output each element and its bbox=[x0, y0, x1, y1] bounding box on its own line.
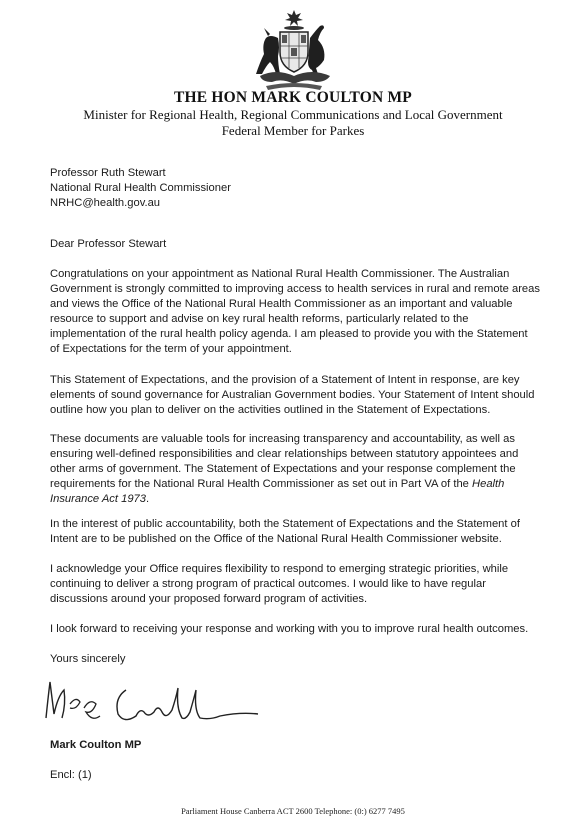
recipient-name: Professor Ruth Stewart bbox=[50, 167, 166, 179]
coat-of-arms-crest bbox=[246, 8, 342, 92]
letterhead-member: Federal Member for Parkes bbox=[221, 123, 365, 138]
paragraph-transparency bbox=[50, 432, 540, 507]
paragraph-flexibility: I acknowledge your Office requires flexibility to respond to emerging strategic priorities, while continuing to deliver a strong program of practical outcomes. I would like to have regular discussions around your proposed forward program of activities. bbox=[50, 563, 509, 605]
recipient-title: National Rural Health Commissioner bbox=[50, 182, 231, 194]
paragraph-transparency-text: These documents are valuable tools for increasing transparency and accountability, as well as ensuring well-defined responsibilities and clear relationships between statutory appointees and other arms of government. The Statement of Expectations and your response complement the requirements for the National Rural Health Commissioner as set out in Part VA of the bbox=[50, 433, 519, 490]
recipient-email: NRHC@health.gov.au bbox=[50, 197, 161, 209]
letterhead-role: Minister for Regional Health, Regional Communications and Local Government bbox=[83, 107, 503, 122]
crest-star bbox=[285, 10, 303, 26]
signer-name: Mark Coulton MP bbox=[50, 739, 142, 751]
salutation: Dear Professor Stewart bbox=[50, 238, 167, 250]
footer-address: Parliament House Canberra ACT 2600 Telephone: (0:) 6277 7495 bbox=[181, 806, 405, 816]
paragraph-look-forward: I look forward to receiving your response and working with you to improve rural health outcomes. bbox=[50, 623, 529, 635]
crest-kangaroo bbox=[256, 36, 280, 74]
act-title: Health Insurance Act 1973 bbox=[50, 478, 505, 505]
paragraph-congratulations: Congratulations on your appointment as National Rural Health Commissioner. The Australian Government is strongly committed to improving access to health services in rural and remote areas and views the Office of the National Rural Health Commissioner as an important and valuable resource to support and advise on key rural health reforms, particularly related to the implementation of the rural health policy agenda. I am pleased to provide you with the Statement of Expectations for the term of your appointment. bbox=[50, 268, 540, 355]
paragraph-transparency-end: . bbox=[145, 493, 150, 505]
handwritten-signature bbox=[40, 668, 260, 732]
paragraph-statement-of-intent: This Statement of Expectations, and the provision of a Statement of Intent in response, are key elements of sound governance for Australian Government bodies. Your Statement of Intent should outline how you plan to deliver on the activities outlined in the Statement of Expectations. bbox=[50, 374, 535, 416]
letterhead-name: THE HON MARK COULTON MP bbox=[174, 89, 412, 106]
crest-emu bbox=[308, 25, 324, 80]
paragraph-public-accountability: In the interest of public accountability, both the Statement of Expectations and the Statement of Intent are to be published on the Office of the National Rural Health Commissioner website. bbox=[50, 518, 520, 545]
recipient-address bbox=[50, 166, 540, 211]
enclosure-note: Encl: (1) bbox=[50, 769, 92, 781]
closing: Yours sincerely bbox=[50, 653, 126, 665]
